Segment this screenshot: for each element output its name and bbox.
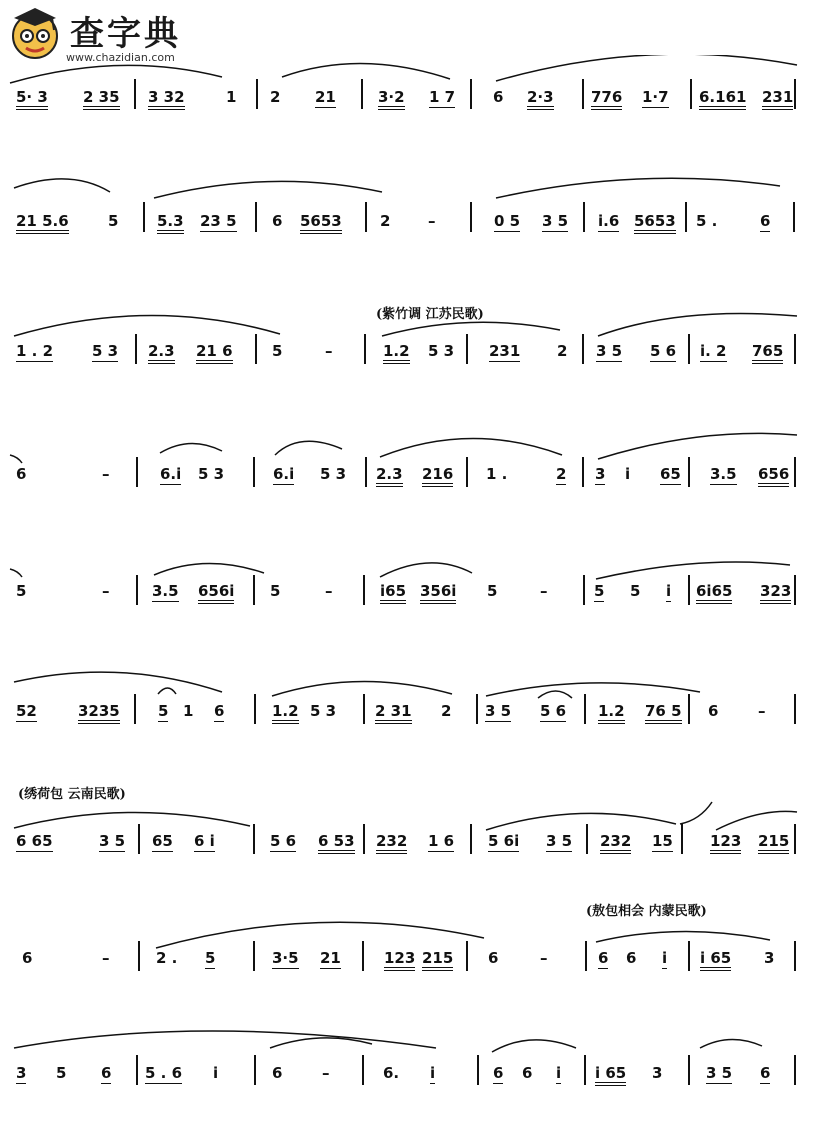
note-group: 3.5 bbox=[152, 582, 179, 600]
barline bbox=[253, 457, 255, 487]
sustain-dash: – bbox=[102, 582, 110, 600]
note-group: i.6 bbox=[598, 212, 620, 230]
note-group: 215 bbox=[758, 832, 789, 850]
note-group: i. 2 bbox=[700, 342, 727, 360]
slur-lines bbox=[0, 545, 817, 605]
note-group: 5 . 6 bbox=[145, 1064, 183, 1082]
note-group: 5 3 bbox=[320, 465, 347, 483]
note-group: 765 bbox=[752, 342, 783, 360]
barline bbox=[794, 694, 796, 724]
note-group: 3·5 bbox=[272, 949, 299, 967]
note: 5 . bbox=[696, 212, 718, 230]
note-group: 5· 3 bbox=[16, 88, 48, 106]
brand-url: www.chazidian.com bbox=[66, 51, 175, 64]
note: 2 bbox=[557, 342, 568, 360]
barline bbox=[466, 941, 468, 971]
barline bbox=[794, 1055, 796, 1085]
barline bbox=[253, 575, 255, 605]
note-group: 1 . 2 bbox=[16, 342, 54, 360]
barline bbox=[255, 334, 257, 364]
note: 6 bbox=[760, 1064, 771, 1082]
note: 3 bbox=[16, 1064, 27, 1082]
note-group: 323 bbox=[760, 582, 791, 600]
barline bbox=[794, 575, 796, 605]
note: 5 bbox=[487, 582, 498, 600]
barline bbox=[365, 202, 367, 232]
note-group: 231 bbox=[762, 88, 793, 106]
barline bbox=[585, 941, 587, 971]
barline bbox=[135, 334, 137, 364]
sustain-dash: – bbox=[540, 949, 548, 967]
barline bbox=[685, 202, 687, 232]
sustain-dash: – bbox=[758, 702, 766, 720]
note: i bbox=[625, 465, 631, 483]
note: 6 bbox=[272, 1064, 283, 1082]
note: 2 bbox=[270, 88, 281, 106]
note: i bbox=[430, 1064, 436, 1082]
note: 5 bbox=[594, 582, 605, 600]
note: i bbox=[556, 1064, 562, 1082]
note-group: 76 5 bbox=[645, 702, 682, 720]
barline bbox=[681, 824, 683, 854]
barline bbox=[476, 694, 478, 724]
note: 5 bbox=[205, 949, 216, 967]
barline bbox=[470, 79, 472, 109]
note: 5 bbox=[270, 582, 281, 600]
score-row bbox=[0, 55, 817, 165]
song-title: (紫竹调 江苏民歌) bbox=[376, 307, 484, 322]
note-group: 5 6 bbox=[650, 342, 677, 360]
note-group: 5 6 bbox=[270, 832, 297, 850]
note: 5 bbox=[272, 342, 283, 360]
barline bbox=[138, 941, 140, 971]
note-group: 2 31 bbox=[375, 702, 412, 720]
note: 3 bbox=[652, 1064, 663, 1082]
note: 1 bbox=[226, 88, 237, 106]
note: 6 bbox=[101, 1064, 112, 1082]
barline bbox=[688, 694, 690, 724]
barline bbox=[582, 334, 584, 364]
score-row bbox=[0, 168, 817, 278]
barline bbox=[466, 334, 468, 364]
note-group: i 65 bbox=[595, 1064, 626, 1082]
note-group: 3·2 bbox=[378, 88, 405, 106]
note: 5 bbox=[56, 1064, 67, 1082]
note: i bbox=[662, 949, 668, 967]
score-row bbox=[0, 1018, 817, 1128]
barline bbox=[363, 824, 365, 854]
barline bbox=[794, 824, 796, 854]
barline bbox=[136, 457, 138, 487]
barline bbox=[363, 575, 365, 605]
barline bbox=[793, 202, 795, 232]
sustain-dash: – bbox=[540, 582, 548, 600]
note-group: 23 5 bbox=[200, 212, 237, 230]
slur-lines bbox=[0, 1018, 817, 1078]
note: 6 bbox=[488, 949, 499, 967]
score-row bbox=[0, 300, 817, 410]
note-group: 6i65 bbox=[696, 582, 732, 600]
note: 6. bbox=[383, 1064, 400, 1082]
barline bbox=[253, 941, 255, 971]
barline bbox=[253, 824, 255, 854]
score-row bbox=[0, 800, 817, 910]
slur-lines bbox=[0, 55, 817, 115]
barline bbox=[362, 941, 364, 971]
note-group: 6.i bbox=[273, 465, 295, 483]
note-group: 656i bbox=[198, 582, 234, 600]
barline bbox=[794, 941, 796, 971]
note: 6 bbox=[760, 212, 771, 230]
note-group: 6 i bbox=[194, 832, 215, 850]
barline bbox=[477, 1055, 479, 1085]
barline bbox=[470, 824, 472, 854]
barline bbox=[365, 457, 367, 487]
note-group: 123 bbox=[710, 832, 741, 850]
note-group: 6 65 bbox=[16, 832, 53, 850]
note-group: 216 bbox=[422, 465, 453, 483]
barline bbox=[690, 79, 692, 109]
note: 5 bbox=[158, 702, 169, 720]
note-group: 21 bbox=[320, 949, 341, 967]
note-group: 65 bbox=[660, 465, 681, 483]
note-group: 3 5 bbox=[99, 832, 126, 850]
note-group: 1.2 bbox=[598, 702, 625, 720]
note-group: 1.2 bbox=[383, 342, 410, 360]
note-group: 776 bbox=[591, 88, 622, 106]
barline bbox=[255, 202, 257, 232]
barline bbox=[794, 457, 796, 487]
note-group: 5 6i bbox=[488, 832, 520, 850]
barline bbox=[582, 457, 584, 487]
note-group: 5653 bbox=[634, 212, 676, 230]
barline bbox=[256, 79, 258, 109]
note-group: 52 bbox=[16, 702, 37, 720]
barline bbox=[688, 334, 690, 364]
note-group: i 65 bbox=[700, 949, 731, 967]
barline bbox=[254, 694, 256, 724]
note-group: 2.3 bbox=[148, 342, 175, 360]
note: 3 bbox=[764, 949, 775, 967]
brand-name: 查字典 bbox=[70, 14, 181, 54]
barline bbox=[136, 575, 138, 605]
note-group: 3 5 bbox=[542, 212, 569, 230]
barline bbox=[362, 1055, 364, 1085]
note-group: 6.i bbox=[160, 465, 182, 483]
note-group: 5 3 bbox=[310, 702, 337, 720]
note: 6 bbox=[626, 949, 637, 967]
note: 5 bbox=[16, 582, 27, 600]
note: 6 bbox=[493, 1064, 504, 1082]
sustain-dash: – bbox=[325, 582, 333, 600]
barline bbox=[361, 79, 363, 109]
note: 6 bbox=[598, 949, 609, 967]
note-group: 656 bbox=[758, 465, 789, 483]
note-group: 3 5 bbox=[596, 342, 623, 360]
note: 3 bbox=[595, 465, 606, 483]
barline bbox=[134, 79, 136, 109]
note-group: 21 bbox=[315, 88, 336, 106]
note-group: 232 bbox=[600, 832, 631, 850]
note-group: 3 5 bbox=[546, 832, 573, 850]
barline bbox=[470, 202, 472, 232]
note-group: 0 5 bbox=[494, 212, 521, 230]
note: 5 bbox=[108, 212, 119, 230]
note-group: 6 53 bbox=[318, 832, 355, 850]
note: 6 bbox=[708, 702, 719, 720]
note: 2 bbox=[556, 465, 567, 483]
score-row bbox=[0, 912, 817, 1022]
note-group: 1 7 bbox=[429, 88, 456, 106]
note: 5 bbox=[630, 582, 641, 600]
score-row bbox=[0, 425, 817, 535]
barline bbox=[582, 79, 584, 109]
slur-lines bbox=[0, 168, 817, 228]
barline bbox=[688, 1055, 690, 1085]
note-group: 3 32 bbox=[148, 88, 185, 106]
note-group: 123 bbox=[384, 949, 415, 967]
slur-lines bbox=[0, 425, 817, 485]
score-row bbox=[0, 545, 817, 655]
note-group: 5 3 bbox=[92, 342, 119, 360]
barline bbox=[363, 694, 365, 724]
barline bbox=[794, 79, 796, 109]
note-group: 2·3 bbox=[527, 88, 554, 106]
note-group: 3 5 bbox=[706, 1064, 733, 1082]
barline bbox=[688, 941, 690, 971]
score-row bbox=[0, 662, 817, 772]
note-group: 356i bbox=[420, 582, 456, 600]
barline bbox=[584, 1055, 586, 1085]
barline bbox=[134, 694, 136, 724]
note-group: 3235 bbox=[78, 702, 120, 720]
note-group: 1·7 bbox=[642, 88, 669, 106]
barline bbox=[586, 824, 588, 854]
note: 6 bbox=[214, 702, 225, 720]
note-group: 5.3 bbox=[157, 212, 184, 230]
note-group: 21 5.6 bbox=[16, 212, 69, 230]
note: i bbox=[213, 1064, 219, 1082]
barline bbox=[688, 575, 690, 605]
note-group: 5653 bbox=[300, 212, 342, 230]
barline bbox=[364, 334, 366, 364]
note-group: 6.161 bbox=[699, 88, 746, 106]
sustain-dash: – bbox=[322, 1064, 330, 1082]
note-group: 1 6 bbox=[428, 832, 455, 850]
note: 6 bbox=[272, 212, 283, 230]
note: 1 . bbox=[486, 465, 508, 483]
note: 6 bbox=[22, 949, 33, 967]
barline bbox=[466, 457, 468, 487]
barline bbox=[583, 202, 585, 232]
note-group: 3.5 bbox=[710, 465, 737, 483]
note-group: 65 bbox=[152, 832, 173, 850]
barline bbox=[254, 1055, 256, 1085]
note-group: 5 6 bbox=[540, 702, 567, 720]
note-group: 15 bbox=[652, 832, 673, 850]
sustain-dash: – bbox=[102, 465, 110, 483]
note-group: 2.3 bbox=[376, 465, 403, 483]
note-group: 5 3 bbox=[428, 342, 455, 360]
note-group: 215 bbox=[422, 949, 453, 967]
barline bbox=[794, 334, 796, 364]
song-title: (敖包相会 内蒙民歌) bbox=[586, 904, 707, 919]
note: i bbox=[666, 582, 672, 600]
note: 2 bbox=[441, 702, 452, 720]
barline bbox=[136, 1055, 138, 1085]
song-title: (绣荷包 云南民歌) bbox=[18, 787, 126, 802]
note-group: 3 5 bbox=[485, 702, 512, 720]
barline bbox=[688, 457, 690, 487]
barline bbox=[143, 202, 145, 232]
note-group: 1.2 bbox=[272, 702, 299, 720]
note-group: 5 3 bbox=[198, 465, 225, 483]
sustain-dash: – bbox=[325, 342, 333, 360]
note: 6 bbox=[522, 1064, 533, 1082]
note: 2 bbox=[380, 212, 391, 230]
barline bbox=[583, 575, 585, 605]
barline bbox=[584, 694, 586, 724]
note-group: i65 bbox=[380, 582, 406, 600]
barline bbox=[138, 824, 140, 854]
note-group: 232 bbox=[376, 832, 407, 850]
note: 1 bbox=[183, 702, 194, 720]
note: 2 . bbox=[156, 949, 178, 967]
note-group: 21 6 bbox=[196, 342, 233, 360]
note: 6 bbox=[16, 465, 27, 483]
sustain-dash: – bbox=[428, 212, 436, 230]
mascot-icon bbox=[6, 4, 64, 62]
note: 6 bbox=[493, 88, 504, 106]
sustain-dash: – bbox=[102, 949, 110, 967]
note-group: 2 35 bbox=[83, 88, 120, 106]
note-group: 231 bbox=[489, 342, 521, 360]
